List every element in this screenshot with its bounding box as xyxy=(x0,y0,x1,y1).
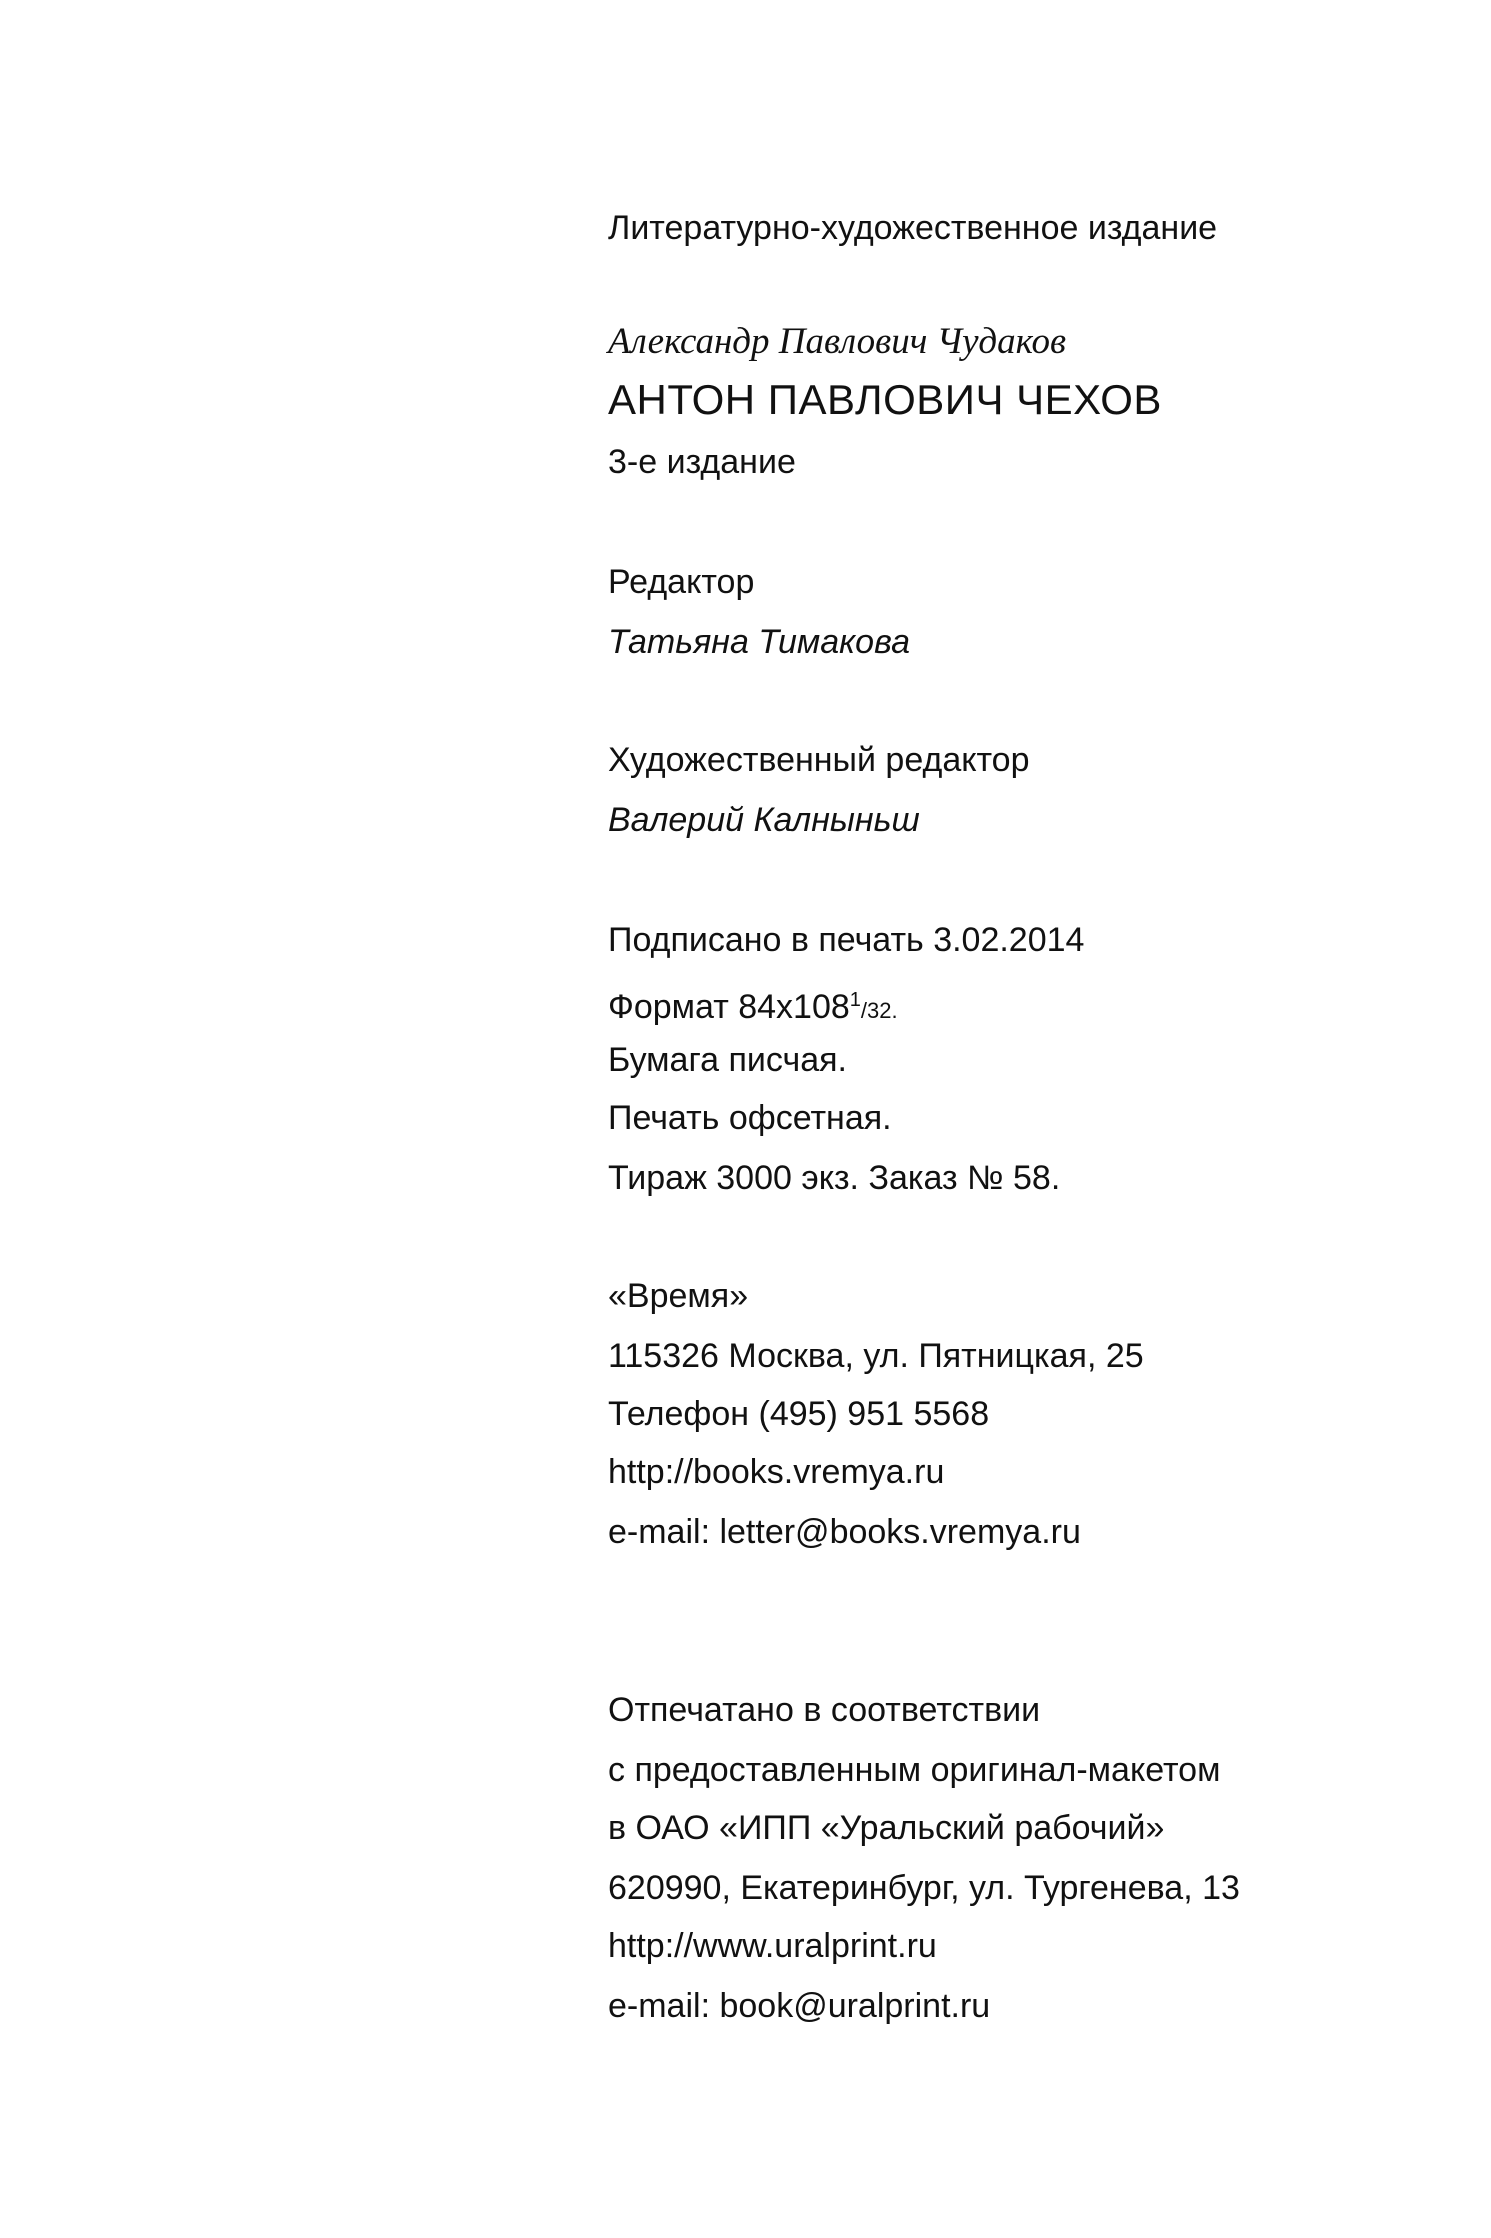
art-editor-name: Валерий Калныньш xyxy=(608,801,920,839)
printer-line-2: с предоставленным оригинал-макетом xyxy=(608,1751,1221,1789)
format-sub: /32. xyxy=(860,998,898,1023)
printer-address: 620990, Екатеринбург, ул. Тургенева, 13 xyxy=(608,1869,1240,1907)
edition-number: 3-е издание xyxy=(608,443,796,481)
publisher-url[interactable]: http://books.vremya.ru xyxy=(608,1453,945,1491)
print-run: Тираж 3000 экз. Заказ № 58. xyxy=(608,1159,1061,1197)
art-editor-label: Художественный редактор xyxy=(608,741,1030,779)
editor-name: Татьяна Тимакова xyxy=(608,623,910,661)
printing-type: Печать офсетная. xyxy=(608,1099,892,1137)
printer-line-1: Отпечатано в соответствии xyxy=(608,1691,1041,1729)
format-line xyxy=(608,980,898,1031)
editor-label: Редактор xyxy=(608,563,755,601)
format-label: Формат 84х108 xyxy=(608,988,850,1026)
book-title: АНТОН ПАВЛОВИЧ ЧЕХОВ xyxy=(608,376,1162,423)
author-name: Александр Павлович Чудаков xyxy=(608,321,1067,362)
publisher-name: «Время» xyxy=(608,1277,749,1315)
publisher-email[interactable]: e-mail: letter@books.vremya.ru xyxy=(608,1513,1081,1551)
publisher-phone: Телефон (495) 951 5568 xyxy=(608,1395,990,1433)
paper-type: Бумага писчая. xyxy=(608,1041,847,1079)
edition-type: Литературно-художественное издание xyxy=(608,209,1218,247)
printer-url[interactable]: http://www.uralprint.ru xyxy=(608,1927,937,1965)
publisher-address: 115326 Москва, ул. Пятницкая, 25 xyxy=(608,1337,1144,1375)
format-sup: 1 xyxy=(849,989,861,1011)
printer-line-3: в ОАО «ИПП «Уральский рабочий» xyxy=(608,1809,1165,1847)
printer-email[interactable]: e-mail: book@uralprint.ru xyxy=(608,1987,991,2025)
signed-date: Подписано в печать 3.02.2014 xyxy=(608,921,1085,959)
